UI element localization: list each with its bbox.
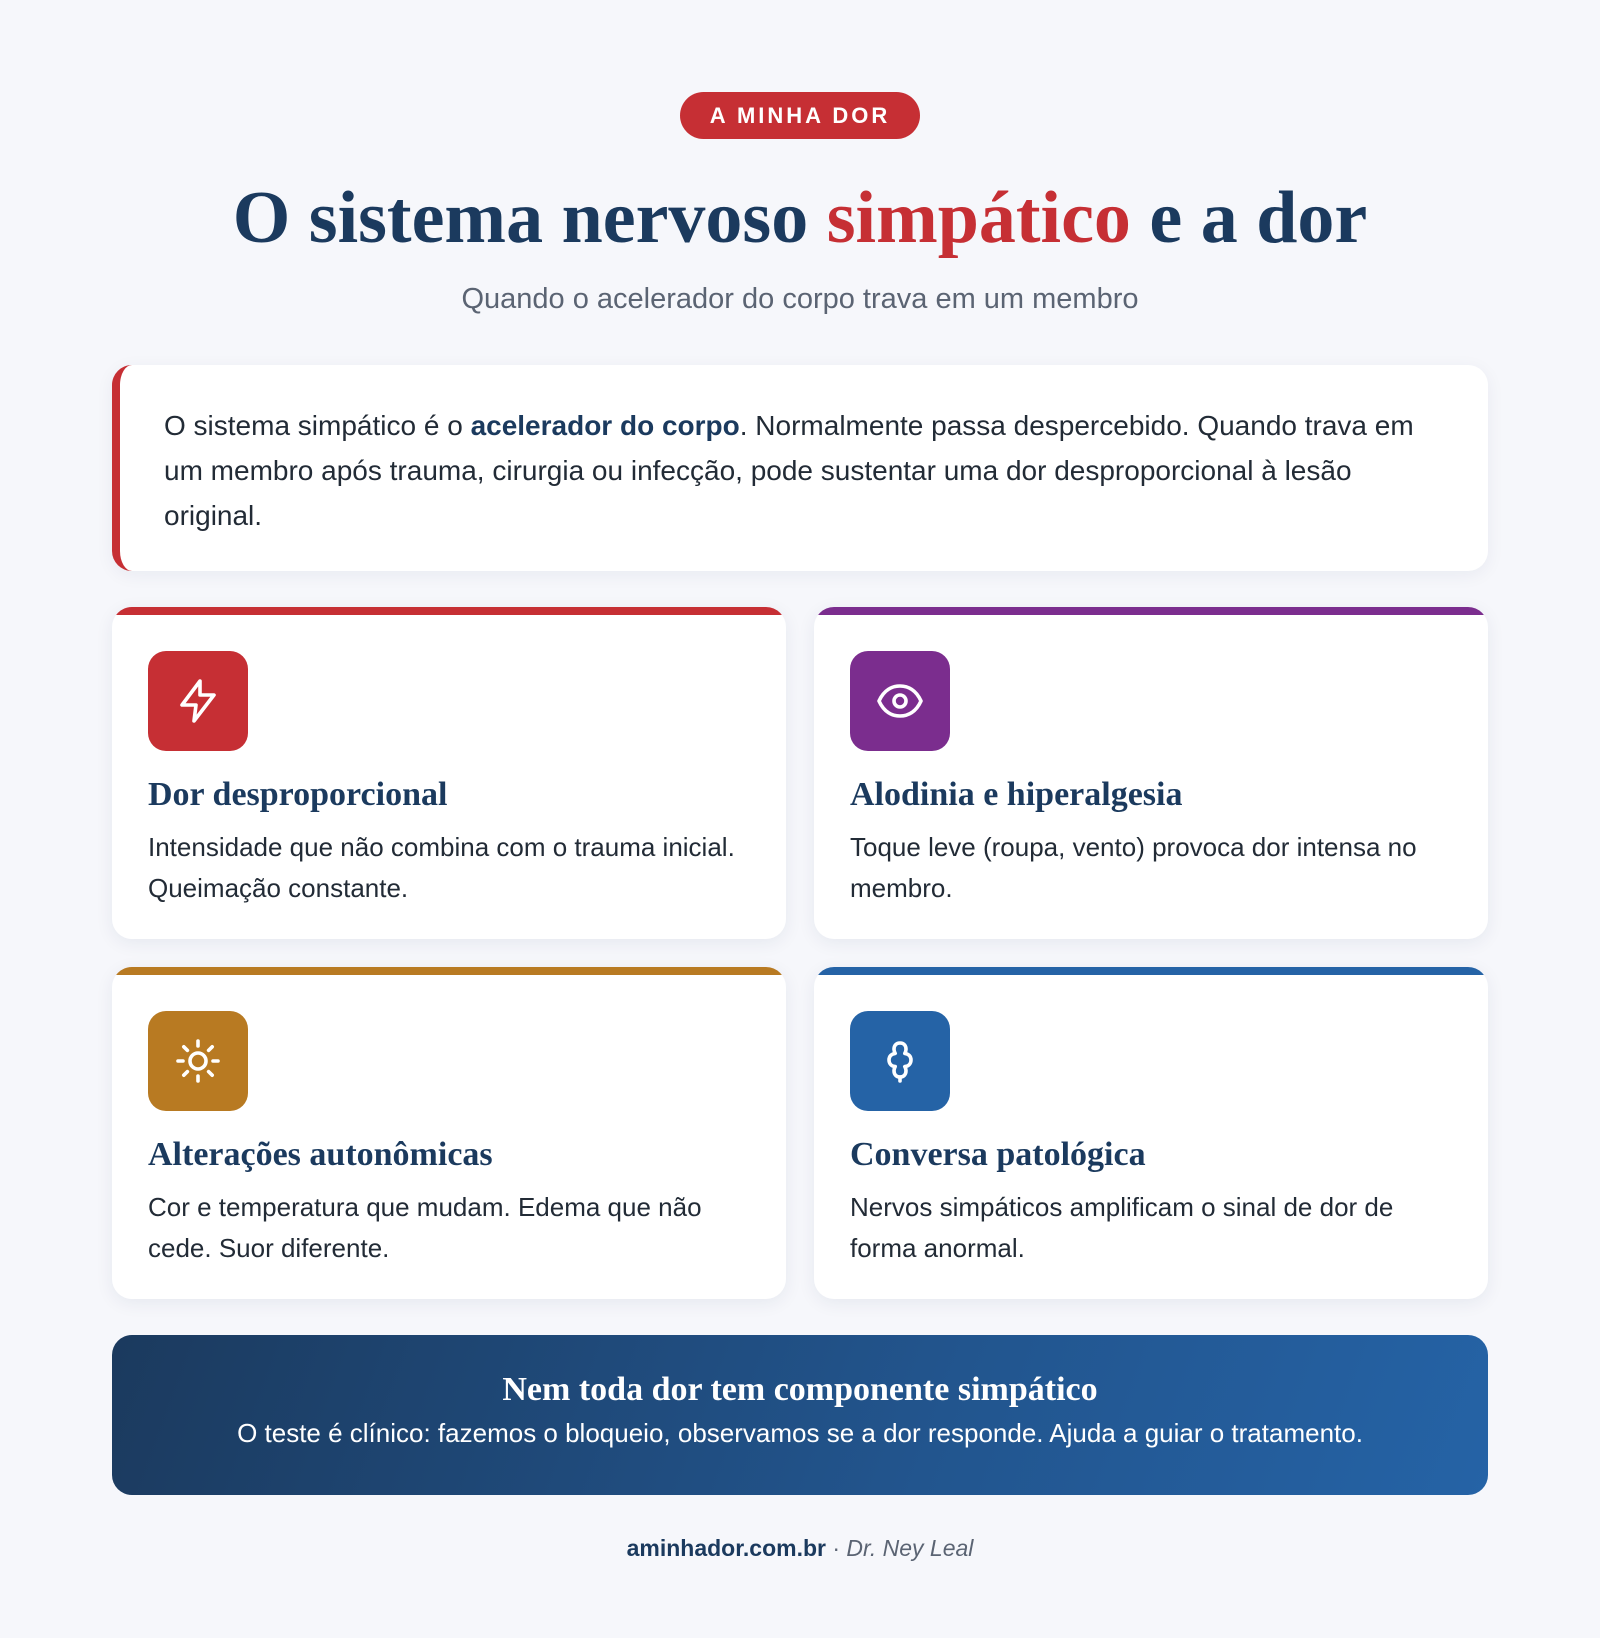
nerve-icon [850, 1011, 950, 1111]
footer-author: Dr. Ney Leal [846, 1535, 974, 1561]
page-title [112, 173, 1488, 263]
footer-separator: · [825, 1535, 847, 1561]
sun-icon [148, 1011, 248, 1111]
card-title: Alodinia e hiperalgesia [850, 776, 1183, 813]
card-title: Dor desproporcional [148, 776, 448, 813]
card-text: Nervos simpáticos amplificam o sinal de dor de forma anormal. [850, 1192, 1394, 1263]
title-after: e a dor [1130, 177, 1368, 259]
intro-highlight: acelerador do corpo [470, 410, 740, 441]
page [112, 0, 1488, 1563]
clinical-note-banner [112, 1335, 1488, 1495]
title-accent: simpático [826, 177, 1131, 259]
lightning-icon [148, 651, 248, 751]
card-conversa-patologica [814, 967, 1488, 1299]
eye-icon [850, 651, 950, 751]
symptom-grid [112, 607, 1488, 1299]
banner-text: O teste é clínico: fazemos o bloqueio, observamos se a dor responde. Ajuda a guiar o tratamento. [237, 1418, 1363, 1448]
card-dor-desproporcional [112, 607, 786, 939]
card-title: Alterações autonômicas [148, 1136, 493, 1173]
banner-title: Nem toda dor tem componente simpático [502, 1371, 1098, 1408]
title-before: O sistema nervoso [232, 177, 827, 259]
footer-site-link[interactable]: aminhador.com.br [626, 1535, 826, 1561]
footer [112, 1533, 1488, 1563]
card-alteracoes-autonomicas [112, 967, 786, 1299]
page-subtitle: Quando o acelerador do corpo trava em um membro [461, 283, 1139, 315]
intro-before: O sistema simpático é o [164, 410, 471, 441]
card-alodinia [814, 607, 1488, 939]
card-text: Toque leve (roupa, vento) provoca dor intensa no membro. [850, 832, 1417, 903]
card-text: Intensidade que não combina com o trauma inicial. Queimação constante. [148, 832, 735, 903]
intro-after: . Normalmente passa despercebido. Quando trava em um membro após trauma, cirurgia ou infecção, pode sustentar uma dor desproporcional à lesão original. [164, 410, 1414, 531]
card-title: Conversa patológica [850, 1136, 1146, 1173]
badge-row [112, 92, 1488, 139]
category-badge: A MINHA DOR [680, 92, 920, 139]
intro-callout [112, 365, 1488, 571]
card-text: Cor e temperatura que mudam. Edema que não cede. Suor diferente. [148, 1192, 702, 1263]
